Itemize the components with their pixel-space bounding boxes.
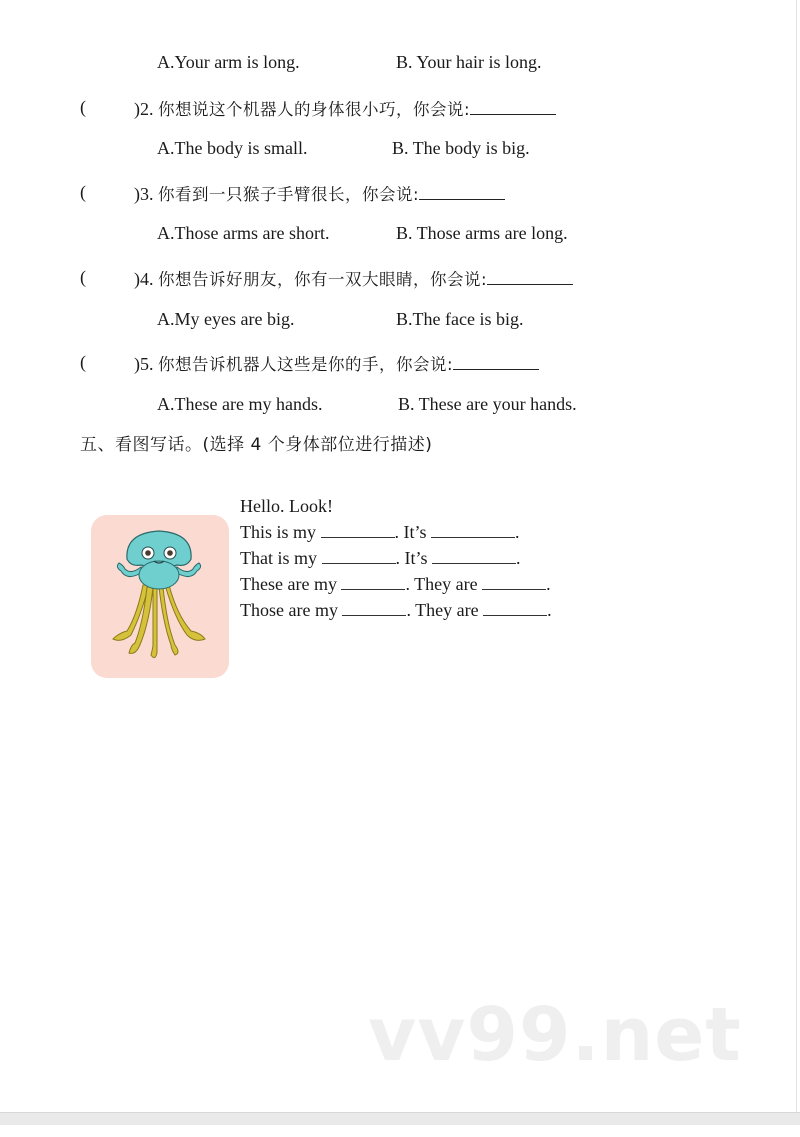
q4-answer-paren[interactable]: (: [80, 267, 86, 287]
line-2-mid: . It’s: [395, 548, 428, 568]
q5-answer-paren[interactable]: (: [80, 352, 86, 372]
line-1-end: .: [515, 522, 520, 542]
q2-option-a[interactable]: A.The body is small.: [157, 138, 308, 158]
line-4-lead: Those are my: [240, 600, 338, 620]
q3-answer-blank[interactable]: [419, 181, 505, 200]
page-separator: [0, 1112, 800, 1126]
writing-line-2: [240, 547, 521, 569]
q3-number: )3.: [134, 184, 154, 204]
q3-option-a[interactable]: A.Those arms are short.: [157, 223, 330, 243]
writing-line-3: [240, 573, 551, 595]
q2-prompt: 你想说这个机器人的身体很小巧，你会说:: [158, 100, 471, 119]
next-page-edge: [0, 1125, 800, 1137]
line-3-end: .: [546, 574, 551, 594]
greeting-line: Hello. Look!: [240, 496, 333, 516]
section-5-title: 五、看图写话。(选择 4 个身体部位进行描述): [80, 435, 433, 455]
q3-prompt: 你看到一只猴子手臂很长，你会说:: [158, 185, 420, 204]
q4-prompt: 你想告诉好朋友，你有一双大眼睛，你会说:: [158, 270, 488, 289]
q3-stem: [134, 181, 505, 206]
q3-answer-paren[interactable]: (: [80, 182, 86, 202]
line-1-lead: This is my: [240, 522, 317, 542]
line-2-blank-1[interactable]: [322, 547, 396, 564]
line-4-blank-2[interactable]: [483, 599, 547, 616]
line-1-blank-2[interactable]: [431, 521, 515, 538]
line-4-end: .: [547, 600, 552, 620]
line-3-mid: . They are: [405, 574, 478, 594]
line-1-blank-1[interactable]: [321, 521, 395, 538]
q5-number: )5.: [134, 354, 154, 374]
q2-answer-paren[interactable]: (: [80, 97, 86, 117]
line-2-blank-2[interactable]: [432, 547, 516, 564]
writing-line-4: [240, 599, 552, 621]
line-3-lead: These are my: [240, 574, 337, 594]
q4-answer-blank[interactable]: [487, 266, 573, 285]
q4-stem: [134, 266, 573, 291]
line-1-mid: . It’s: [394, 522, 427, 542]
jellyfish-icon: [91, 515, 229, 678]
line-4-mid: . They are: [406, 600, 479, 620]
q4-number: )4.: [134, 269, 154, 289]
q2-answer-blank[interactable]: [470, 96, 556, 115]
q5-answer-blank[interactable]: [453, 351, 539, 370]
q5-stem: [134, 351, 539, 376]
q1-option-a[interactable]: A.Your arm is long.: [157, 52, 300, 72]
q2-stem: [134, 96, 556, 121]
watermark: vv99.net: [368, 992, 742, 1078]
line-2-lead: That is my: [240, 548, 317, 568]
line-3-blank-2[interactable]: [482, 573, 546, 590]
q4-option-b[interactable]: B.The face is big.: [396, 309, 524, 329]
q5-prompt: 你想告诉机器人这些是你的手，你会说:: [158, 355, 454, 374]
q1-option-b[interactable]: B. Your hair is long.: [396, 52, 542, 72]
line-3-blank-1[interactable]: [341, 573, 405, 590]
q3-option-b[interactable]: B. Those arms are long.: [396, 223, 568, 243]
q5-option-a[interactable]: A.These are my hands.: [157, 394, 323, 414]
q4-option-a[interactable]: A.My eyes are big.: [157, 309, 295, 329]
q5-option-b[interactable]: B. These are your hands.: [398, 394, 577, 414]
line-2-end: .: [516, 548, 521, 568]
jellyfish-picture: [91, 515, 229, 678]
q2-number: )2.: [134, 99, 154, 119]
line-4-blank-1[interactable]: [342, 599, 406, 616]
writing-line-1: [240, 521, 520, 543]
q2-option-b[interactable]: B. The body is big.: [392, 138, 530, 158]
